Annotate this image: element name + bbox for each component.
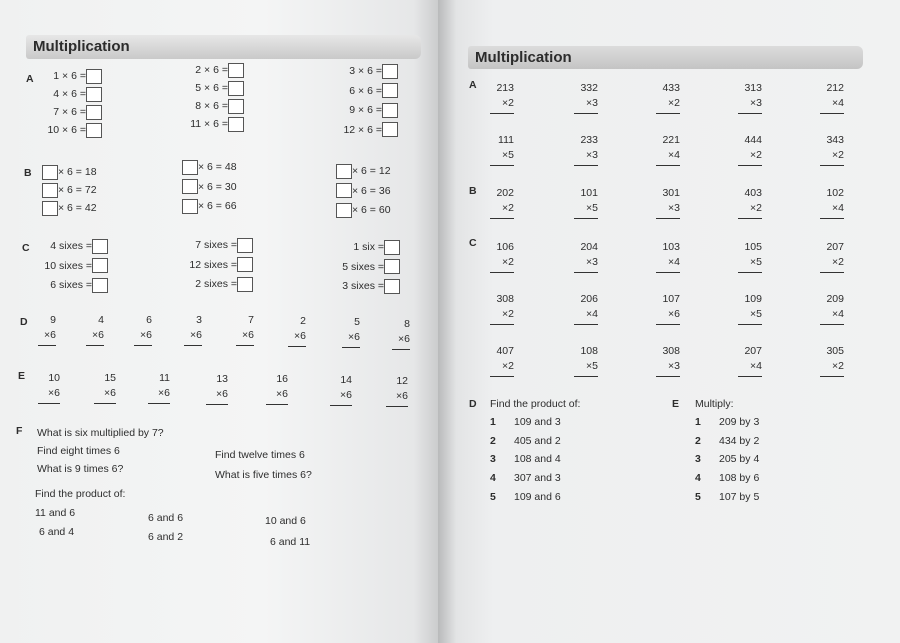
product-pair: 6 and 6 xyxy=(148,512,184,524)
vertical-problem: 3 ×6 xyxy=(184,313,202,346)
answer-box[interactable] xyxy=(336,183,352,198)
section-b-col3 xyxy=(336,162,391,221)
vertical-problem: 209 ×4 xyxy=(820,292,844,325)
answer-box[interactable] xyxy=(42,183,58,198)
section-c-col1 xyxy=(36,237,108,296)
vertical-problem: 12 ×6 xyxy=(386,374,408,407)
vertical-problem: 16 ×6 xyxy=(266,372,288,405)
vertical-problem: 308 ×3 xyxy=(656,344,680,377)
section-f-label: F xyxy=(16,425,23,437)
equation: × 6 = 30 xyxy=(182,178,237,198)
equation: 1 six = xyxy=(330,238,400,258)
vertical-problem: 202 ×2 xyxy=(490,186,514,219)
vertical-problem: 13 ×6 xyxy=(206,372,228,405)
right-page xyxy=(438,0,900,643)
vertical-problem: 5 ×6 xyxy=(342,315,360,348)
equation: 3 × 6 = xyxy=(330,62,398,82)
equation: 3 sixes = xyxy=(330,277,400,297)
answer-box[interactable] xyxy=(42,201,58,216)
answer-box[interactable] xyxy=(182,199,198,214)
product-pair: 6 and 11 xyxy=(270,536,311,548)
left-page xyxy=(0,0,440,643)
list-item: 4 108 by 6 xyxy=(695,472,760,485)
equation: 6 × 6 = xyxy=(330,82,398,102)
equation: × 6 = 42 xyxy=(42,199,97,217)
vertical-problem: 343 ×2 xyxy=(820,133,844,166)
equation: 2 sixes = xyxy=(176,275,253,295)
equation: × 6 = 48 xyxy=(182,158,237,178)
vertical-problem: 204 ×3 xyxy=(574,240,598,273)
answer-box[interactable] xyxy=(86,123,102,138)
section-c-col3 xyxy=(330,238,400,297)
equation: 10 × 6 = xyxy=(40,121,102,139)
list-item: 1 109 and 3 xyxy=(490,416,561,428)
vertical-problem: 9 ×6 xyxy=(38,313,56,346)
list-item: 1 209 by 3 xyxy=(695,416,760,428)
answer-box[interactable] xyxy=(228,81,244,96)
equation: 4 × 6 = xyxy=(40,85,102,103)
equation: 8 × 6 = xyxy=(180,97,244,115)
equation: × 6 = 60 xyxy=(336,201,391,221)
section-d-label: D xyxy=(20,316,28,328)
equation: × 6 = 66 xyxy=(182,197,237,217)
word-problem: What is five times 6? xyxy=(215,469,312,481)
equation: 5 sixes = xyxy=(330,258,400,278)
vertical-problem: 7 ×6 xyxy=(236,313,254,346)
vertical-problem: 407 ×2 xyxy=(490,344,514,377)
product-pair: 6 and 2 xyxy=(148,531,184,543)
equation: × 6 = 72 xyxy=(42,181,97,199)
product-heading: Find the product of: xyxy=(490,398,581,410)
vertical-problem: 103 ×4 xyxy=(656,240,680,273)
answer-box[interactable] xyxy=(228,117,244,132)
answer-box[interactable] xyxy=(237,277,253,292)
right-page-title: Multiplication xyxy=(468,46,863,69)
section-a-col2 xyxy=(180,61,244,133)
vertical-problem: 6 ×6 xyxy=(134,313,152,346)
answer-box[interactable] xyxy=(92,239,108,254)
word-problem: Find twelve times 6 xyxy=(215,449,305,461)
section-a-label: A xyxy=(26,73,34,85)
vertical-problem: 206 ×4 xyxy=(574,292,598,325)
word-problem: What is six multiplied by 7? xyxy=(37,427,164,439)
section-a-label: A xyxy=(469,79,477,91)
list-item: 3 205 by 4 xyxy=(695,453,760,466)
list-item: 2 434 by 2 xyxy=(695,434,760,447)
answer-box[interactable] xyxy=(228,63,244,78)
word-problem: What is 9 times 6? xyxy=(37,463,124,475)
equation: 11 × 6 = xyxy=(180,115,244,133)
vertical-problem: 207 ×2 xyxy=(820,240,844,273)
vertical-problem: 233 ×3 xyxy=(574,133,598,166)
vertical-problem: 444 ×2 xyxy=(738,133,762,166)
answer-box[interactable] xyxy=(237,257,253,272)
equation: 10 sixes = xyxy=(36,257,108,277)
section-d-label: D xyxy=(469,398,477,410)
vertical-problem: 11 ×6 xyxy=(148,371,170,404)
section-a-col3 xyxy=(330,62,398,140)
list-item: 5 109 and 6 xyxy=(490,490,561,503)
product-pair: 11 and 6 xyxy=(35,507,76,519)
list-item: 2 405 and 2 xyxy=(490,434,561,447)
vertical-problem: 14 ×6 xyxy=(330,373,352,406)
vertical-problem: 207 ×4 xyxy=(738,344,762,377)
answer-box[interactable] xyxy=(182,179,198,194)
equation: × 6 = 36 xyxy=(336,182,391,202)
vertical-problem: 4 ×6 xyxy=(86,313,104,346)
equation: 12 sixes = xyxy=(176,256,253,276)
answer-box[interactable] xyxy=(237,238,253,253)
vertical-problem: 8 ×6 xyxy=(392,317,410,350)
vertical-problem: 212 ×4 xyxy=(820,81,844,114)
vertical-problem: 108 ×5 xyxy=(574,344,598,377)
answer-box[interactable] xyxy=(384,240,400,255)
equation: 12 × 6 = xyxy=(330,121,398,141)
vertical-problem: 109 ×5 xyxy=(738,292,762,325)
section-c-label: C xyxy=(469,237,477,249)
equation: 2 × 6 = xyxy=(180,61,244,79)
answer-box[interactable] xyxy=(382,64,398,79)
list-item: 5 107 by 5 xyxy=(695,490,760,503)
section-b-col1 xyxy=(42,163,97,217)
section-e-label: E xyxy=(672,398,680,410)
vertical-problem: 305 ×2 xyxy=(820,344,844,377)
word-problem: Find eight times 6 xyxy=(37,445,120,457)
section-b-col2 xyxy=(182,158,237,217)
answer-box[interactable] xyxy=(336,203,352,218)
product-heading: Find the product of: xyxy=(35,488,126,500)
section-e-list xyxy=(695,413,759,507)
vertical-problem: 15 ×6 xyxy=(94,371,116,404)
answer-box[interactable] xyxy=(384,279,400,294)
product-pair: 6 and 4 xyxy=(39,526,75,538)
answer-box[interactable] xyxy=(86,105,102,120)
vertical-problem: 10 ×6 xyxy=(38,371,60,404)
equation: 7 × 6 = xyxy=(40,103,102,121)
list-item: 3 108 and 4 xyxy=(490,453,561,466)
vertical-problem: 403 ×2 xyxy=(738,186,762,219)
vertical-problem: 105 ×5 xyxy=(738,240,762,273)
answer-box[interactable] xyxy=(42,165,58,180)
answer-box[interactable] xyxy=(86,87,102,102)
answer-box[interactable] xyxy=(92,258,108,273)
vertical-problem: 213 ×2 xyxy=(490,81,514,114)
vertical-problem: 301 ×3 xyxy=(656,186,680,219)
section-a-col1 xyxy=(40,67,102,139)
equation: 6 sixes = xyxy=(36,276,108,296)
vertical-problem: 111 ×5 xyxy=(490,133,514,166)
vertical-problem: 221 ×4 xyxy=(656,133,680,166)
vertical-problem: 433 ×2 xyxy=(656,81,680,114)
section-c-label: C xyxy=(22,242,30,254)
list-item: 4 307 and 3 xyxy=(490,472,561,485)
section-e-label: E xyxy=(18,370,26,382)
section-b-label: B xyxy=(24,167,32,179)
vertical-problem: 308 ×2 xyxy=(490,292,514,325)
left-page-title: Multiplication xyxy=(26,35,421,59)
vertical-problem: 102 ×4 xyxy=(820,186,844,219)
answer-box[interactable] xyxy=(382,122,398,137)
equation: 9 × 6 = xyxy=(330,101,398,121)
answer-box[interactable] xyxy=(384,259,400,274)
answer-box[interactable] xyxy=(382,83,398,98)
answer-box[interactable] xyxy=(86,69,102,84)
section-b-label: B xyxy=(469,185,477,197)
section-d-list xyxy=(490,413,561,507)
answer-box[interactable] xyxy=(382,103,398,118)
equation: 4 sixes = xyxy=(36,237,108,257)
vertical-problem: 106 ×2 xyxy=(490,240,514,273)
equation: 7 sixes = xyxy=(176,236,253,256)
equation: × 6 = 12 xyxy=(336,162,391,182)
vertical-problem: 332 ×3 xyxy=(574,81,598,114)
section-c-col2 xyxy=(176,236,253,295)
answer-box[interactable] xyxy=(182,160,198,175)
answer-box[interactable] xyxy=(228,99,244,114)
vertical-problem: 313 ×3 xyxy=(738,81,762,114)
product-pair: 10 and 6 xyxy=(265,515,306,527)
vertical-problem: 101 ×5 xyxy=(574,186,598,219)
answer-box[interactable] xyxy=(92,278,108,293)
vertical-problem: 2 ×6 xyxy=(288,314,306,347)
answer-box[interactable] xyxy=(336,164,352,179)
multiply-heading: Multiply: xyxy=(695,398,734,410)
equation: × 6 = 18 xyxy=(42,163,97,181)
equation: 5 × 6 = xyxy=(180,79,244,97)
equation: 1 × 6 = xyxy=(40,67,102,85)
vertical-problem: 107 ×6 xyxy=(656,292,680,325)
